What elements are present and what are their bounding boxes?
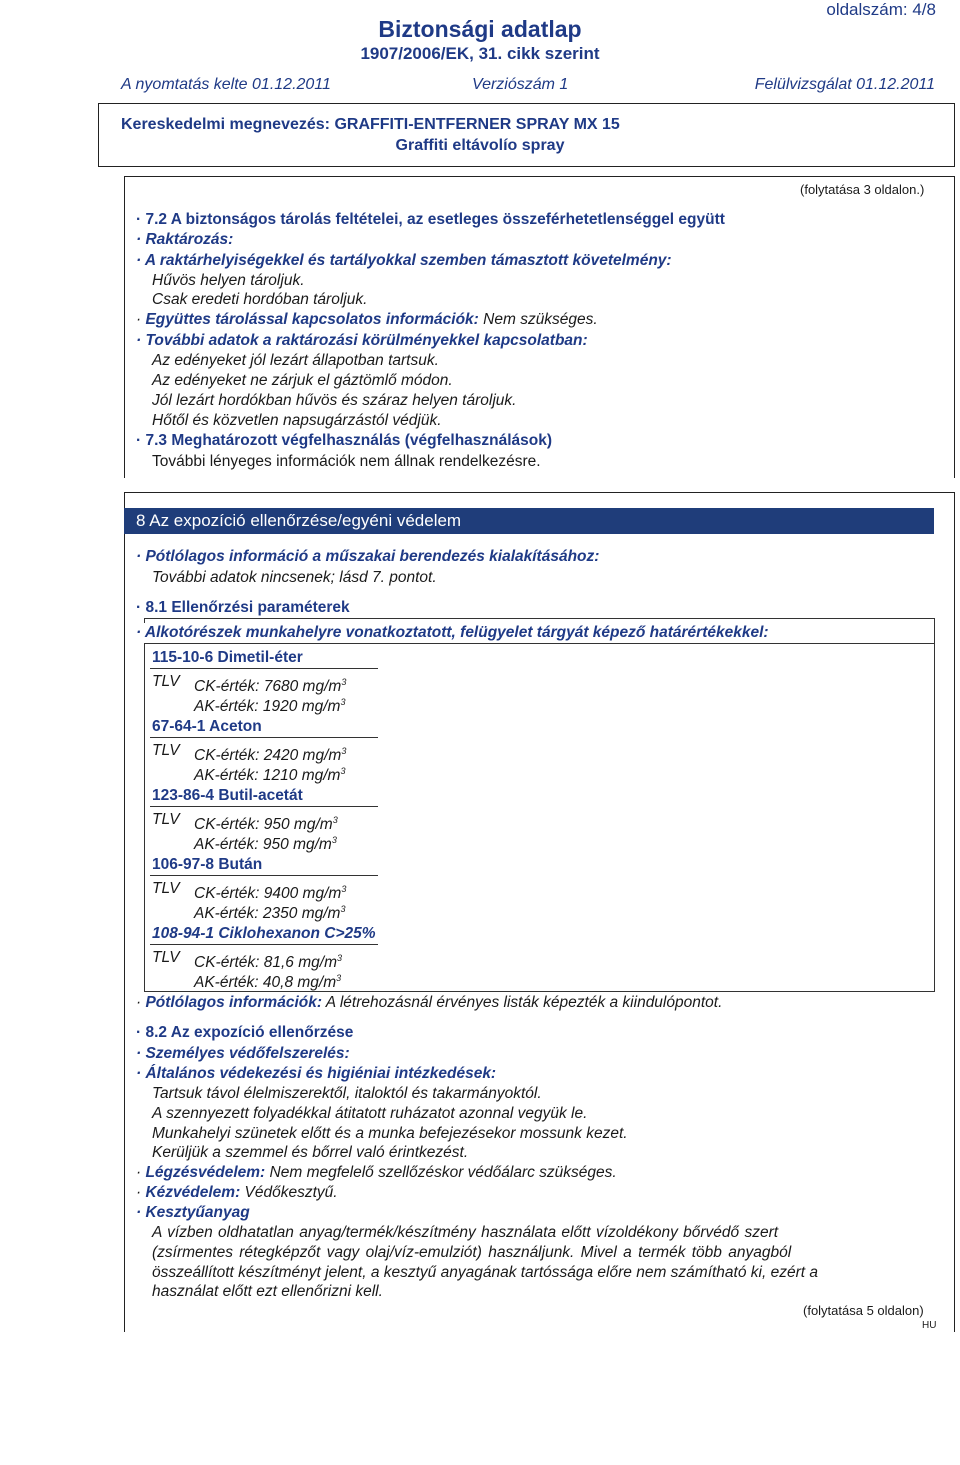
ppe-label: · Személyes védőfelszerelés: [136, 1045, 350, 1062]
hygiene-line: Munkahelyi szünetek előtt és a munka befejezésekor mossunk kezet. [152, 1125, 628, 1142]
limit-tag: TLV [152, 949, 180, 966]
ak-value: AK-érték: 1920 $mg/m^3$ [194, 697, 346, 715]
substance-name: 115-10-6 Dimetil-éter [152, 649, 303, 666]
hygiene-label: · Általános védekezési és higiéniai intézkedések: [136, 1065, 497, 1082]
limits-label: · Alkotórészek munkahelyre vonatkoztatott, felügyelet tárgyát képező határértékekkel: [136, 624, 769, 641]
hygiene-line: A szennyezett folyadékkal átitatott ruházatot azonnal vegyük le. [152, 1105, 588, 1122]
version-number: Verziószám 1 [472, 76, 569, 93]
ak-value: AK-érték: 40,8 $mg/m^3$ [194, 973, 342, 991]
storage-req-line: Csak eredeti hordóban tároljuk. [152, 291, 368, 308]
further-line: Jól lezárt hordókban hűvös és száraz helyen tároljuk. [152, 392, 517, 409]
limit-tag: TLV [152, 880, 180, 897]
limit-tag: TLV [152, 811, 180, 828]
limit-tag: TLV [152, 673, 180, 690]
joint-storage: · Együttes tárolással kapcsolatos információk: Nem szükséges. [136, 311, 598, 328]
trade-name-sub: Graffiti eltávolío spray [395, 137, 565, 154]
glove-line: (zsírmentes rétegképzőt vagy olaj/víz-emulziót) használjunk. Mivel a termék több anyagból [152, 1244, 792, 1261]
ak-value: AK-érték: 2350 $mg/m^3$ [194, 904, 346, 922]
further-line: Az edényeket jól lezárt állapotban tartsuk. [152, 352, 439, 369]
heading-8-2: · 8.2 Az expozíció ellenőrzése [136, 1024, 354, 1041]
continued-to: (folytatása 5 oldalon) [803, 1303, 924, 1318]
engineering-label: · Pótlólagos információ a műszakai berendezés kialakításához: [136, 548, 600, 565]
further-line: Az edényeket ne zárjuk el gáztömlő módon. [152, 372, 453, 389]
extra-info: · Pótlólagos információk: A létrehozásnál érvényes listák képezték a kiindulópontot. [136, 994, 723, 1011]
continued-from: (folytatása 3 oldalon.) [800, 182, 925, 197]
limit-tag: TLV [152, 742, 180, 759]
glove-material-label: · Kesztyűanyag [136, 1204, 250, 1221]
ak-value: AK-érték: 950 $mg/m^3$ [194, 835, 337, 853]
storage-requirement-label: · A raktárhelyiségekkel és tartályokkal szemben támasztott követelmény: [136, 252, 672, 269]
print-date: A nyomtatás kelte 01.12.2011 [121, 76, 331, 93]
storage-label: · Raktározás: [136, 231, 234, 248]
section8-title: 8 Az expozíció ellenőrzése/egyéni védelem [124, 508, 934, 534]
substance-name: 67-64-1 Aceton [152, 718, 262, 735]
page-number: oldalszám: 4/8 [826, 0, 936, 19]
trade-name: Kereskedelmi megnevezés: GRAFFITI-ENTFERNER SPRAY MX 15 [121, 116, 620, 133]
heading-7-3-text: További lényeges információk nem állnak rendelkezésre. [152, 453, 541, 470]
glove-line: használat előtt ezt ellenőrizni kell. [152, 1283, 383, 1300]
heading-7-3: · 7.3 Meghatározott végfelhasználás (végfelhasználások) [136, 432, 553, 449]
engineering-text: További adatok nincsenek; lásd 7. pontot. [152, 569, 437, 586]
hygiene-line: Tartsuk távol élelmiszerektől, italoktól és takarmányoktól. [152, 1085, 542, 1102]
hand-protection: · Kézvédelem: Védőkesztyű. [136, 1184, 338, 1201]
heading-7-2: · 7.2 A biztonságos tárolás feltételei, az esetleges összeférhetetlenséggel együtt [136, 211, 725, 228]
heading-8-1: · 8.1 Ellenőrzési paraméterek [136, 599, 350, 616]
ck-value: CK-érték: 81,6 $mg/m^3$ [194, 953, 343, 971]
storage-req-line: Hűvös helyen tároljuk. [152, 272, 305, 289]
substance-name: 106-97-8 Bután [152, 856, 263, 873]
ck-value: CK-érték: 950 $mg/m^3$ [194, 815, 338, 833]
substance-name: 123-86-4 Butil-acetát [152, 787, 303, 804]
ck-value: CK-érték: 9400 $mg/m^3$ [194, 884, 347, 902]
ck-value: CK-érték: 7680 $mg/m^3$ [194, 677, 347, 695]
ak-value: AK-érték: 1210 $mg/m^3$ [194, 766, 346, 784]
trade-name-box [98, 103, 955, 167]
revision-date: Felülvizsgálat 01.12.2011 [754, 76, 935, 93]
language-code: HU [922, 1320, 937, 1331]
glove-line: összeállított készítményt jelent, a kesztyű anyagának tartóssága előre nem számítható ki, ezért a [152, 1264, 818, 1281]
further-line: Hőtől és közvetlen napsugárzástól védjük. [152, 412, 442, 429]
hygiene-line: Kerüljük a szemmel és bőrrel való érintkezést. [152, 1144, 469, 1161]
glove-line: A vízben oldhatatlan anyag/termék/készítmény használata előtt vízoldékony bőrvédő szert [152, 1224, 779, 1241]
document-subtitle: 1907/2006/EK, 31. cikk szerint [360, 44, 600, 63]
document-title: Biztonsági adatlap [378, 16, 582, 42]
further-storage-label: · További adatok a raktározási körülményekkel kapcsolatban: [136, 332, 588, 349]
respiratory-protection: · Légzésvédelem: Nem megfelelő szellőzéskor védőálarc szükséges. [136, 1164, 617, 1181]
substance-name: 108-94-1 Ciklohexanon C>25% [152, 925, 376, 942]
ck-value: CK-érték: 2420 $mg/m^3$ [194, 746, 347, 764]
